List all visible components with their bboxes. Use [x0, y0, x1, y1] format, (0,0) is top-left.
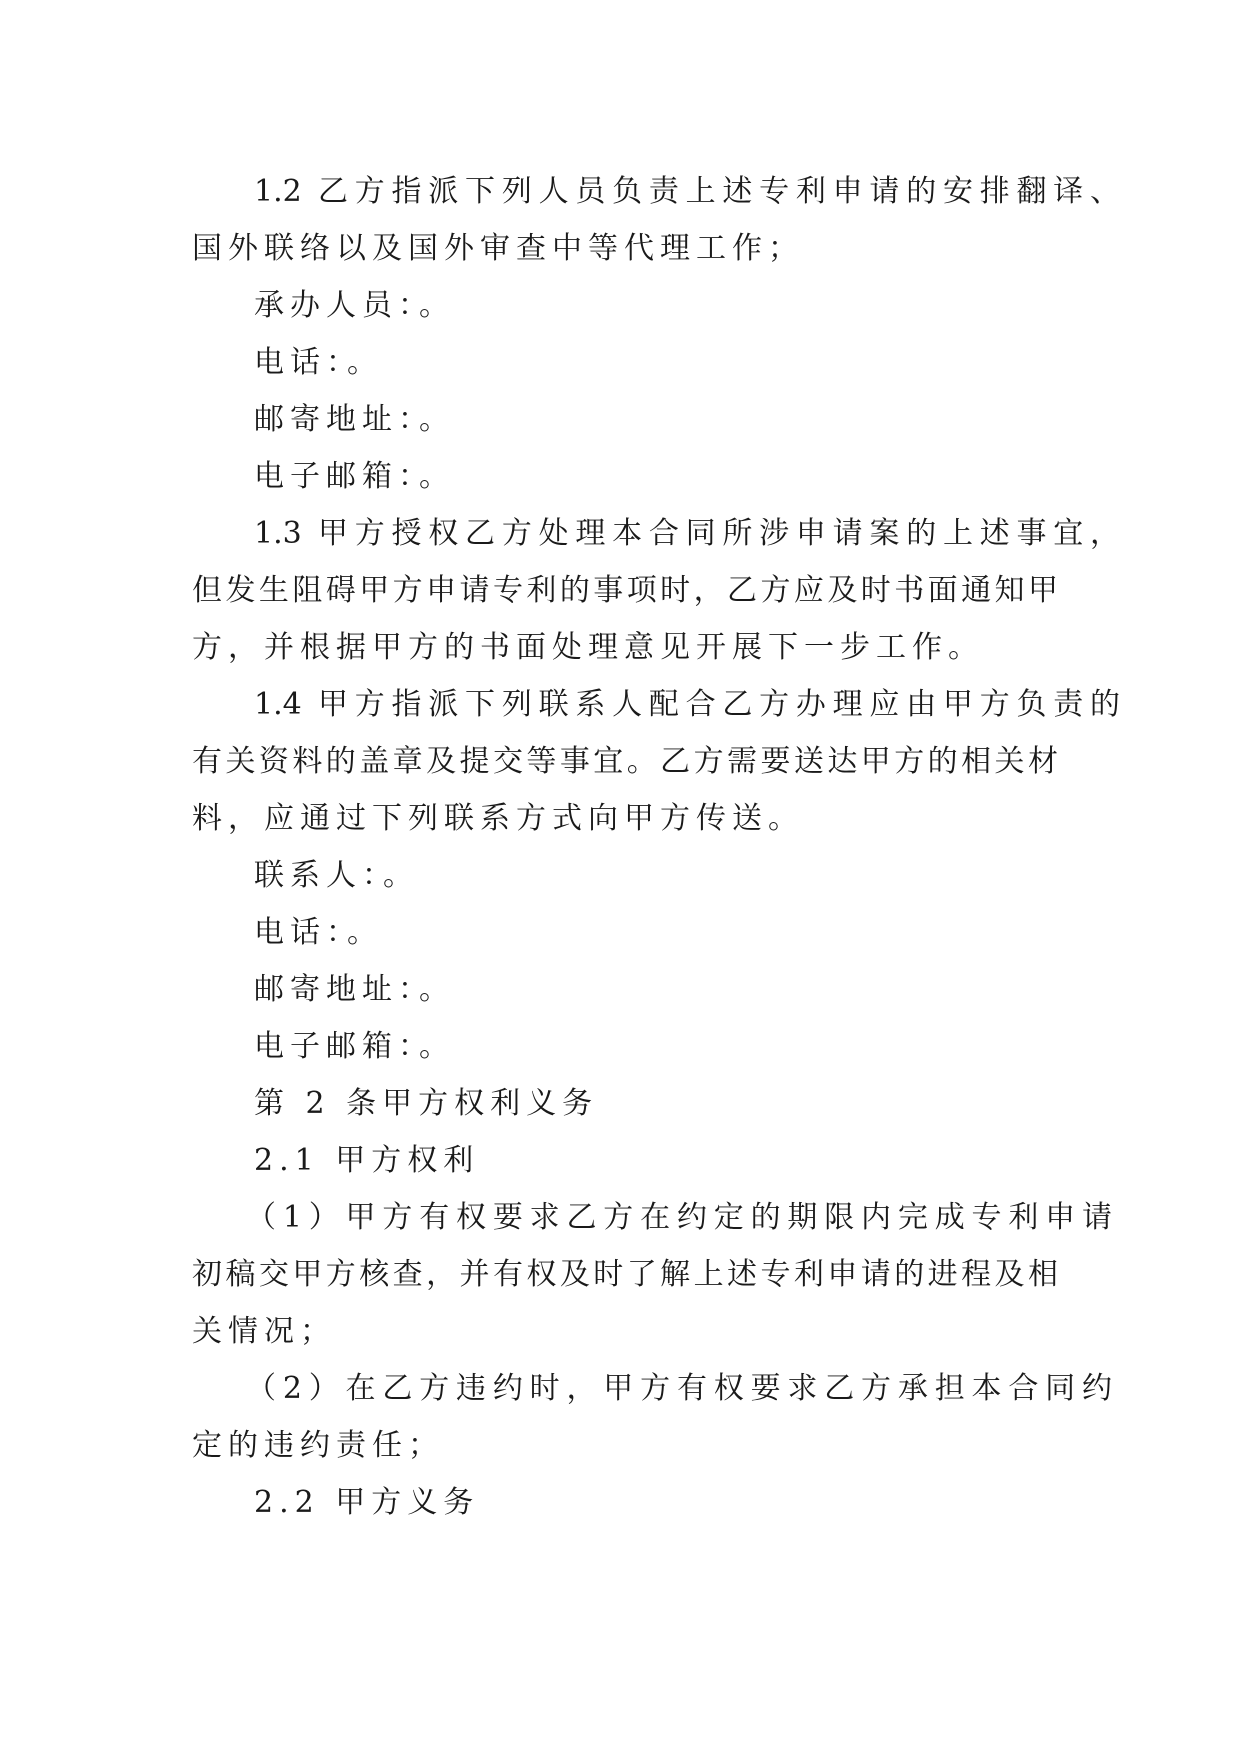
clause-1-4-line-1: 1.4 甲方指派下列联系人配合乙方办理应由甲方负责的	[254, 687, 1120, 722]
contact-name-line: 联系人：。	[254, 858, 419, 893]
clause-1-3-line-3: 方，并根据甲方的书面处理意见开展下一步工作。	[192, 630, 984, 665]
contact-phone-line: 电话：。	[254, 915, 383, 950]
clause-1-3-line-1: 1.3 甲方授权乙方处理本合同所涉申请案的上述事宜，	[254, 516, 1120, 551]
right-2-line-1: （2）在乙方违约时，甲方有权要求乙方承担本合同约	[246, 1371, 1112, 1406]
clause-1-4-line-2: 有关资料的盖章及提交等事宜。乙方需要送达甲方的相关材	[192, 744, 1058, 779]
right-1-line-2: 初稿交甲方核查，并有权及时了解上述专利申请的进程及相	[192, 1257, 1058, 1292]
clause-1-3-line-2: 但发生阻碍甲方申请专利的事项时，乙方应及时书面通知甲	[192, 573, 1058, 608]
handler-phone-line: 电话：。	[254, 345, 383, 380]
clause-1-4-line-3: 料，应通过下列联系方式向甲方传送。	[192, 801, 804, 836]
article-2-heading: 第 2 条甲方权利义务	[254, 1086, 599, 1121]
handler-name-line: 承办人员：。	[254, 288, 455, 323]
handler-address-line: 邮寄地址：。	[254, 402, 455, 437]
section-2-2-heading: 2.2 甲方义务	[254, 1485, 480, 1520]
clause-1-2-line-1: 1.2 乙方指派下列人员负责上述专利申请的安排翻译、	[254, 174, 1120, 209]
right-1-line-1: （1）甲方有权要求乙方在约定的期限内完成专利申请	[246, 1200, 1112, 1235]
right-1-line-3: 关情况；	[192, 1314, 336, 1349]
section-2-1-heading: 2.1 甲方权利	[254, 1143, 480, 1178]
clause-1-2-line-2: 国外联络以及国外审查中等代理工作；	[192, 231, 804, 266]
contact-email-line: 电子邮箱：。	[254, 1029, 455, 1064]
handler-email-line: 电子邮箱：。	[254, 459, 455, 494]
right-2-line-2: 定的违约责任；	[192, 1428, 444, 1463]
contact-address-line: 邮寄地址：。	[254, 972, 455, 1007]
